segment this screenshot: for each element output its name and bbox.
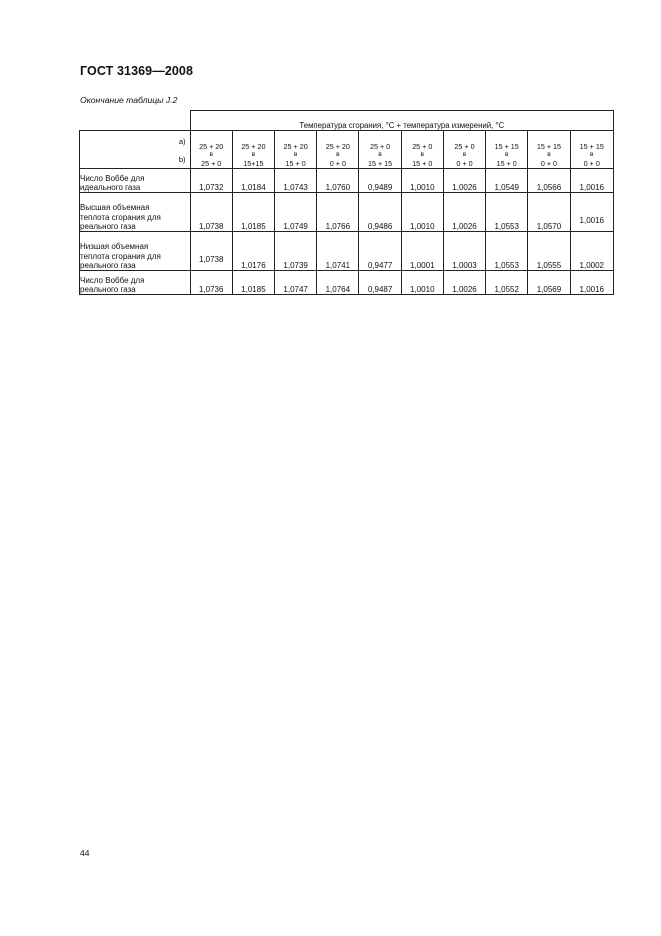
table-cell: 1,0185: [232, 271, 274, 295]
table-cell: 0,9477: [359, 232, 401, 271]
table-cell: 1,0549: [486, 169, 528, 193]
table-cell: 1,0010: [401, 271, 443, 295]
label-a: a): [178, 137, 186, 146]
table-cell: 1,0010: [401, 169, 443, 193]
document-header: ГОСТ 31369—2008: [80, 64, 194, 78]
temp-col-5: 25 + 0 в 15 + 15: [359, 131, 401, 169]
temp-col-7: 25 + 0 в 0 + 0: [443, 131, 485, 169]
table-row: [80, 271, 614, 295]
temp-col-1: 25 + 20 в 25 + 0: [190, 131, 232, 169]
table-caption: Окончание таблицы J.2: [80, 95, 178, 105]
table-cell: 1,0760: [317, 169, 359, 193]
table-cell: 1,0743: [275, 169, 317, 193]
table-cell: 1,0747: [275, 271, 317, 295]
table-cell: 1,0736: [190, 271, 232, 295]
table-cell: 1,0739: [275, 232, 317, 271]
table-cell: 0,9489: [359, 169, 401, 193]
table-cell: 1,0026: [443, 271, 485, 295]
table-cell: 1,0732: [190, 169, 232, 193]
row-label: Число Воббе для идеального газа: [80, 169, 191, 193]
table-cell: 1,0766: [317, 193, 359, 232]
span-header: Температура сгорания, °C + температура измерений, °C: [190, 111, 613, 131]
table-cell: 1,0741: [317, 232, 359, 271]
table-cell: 1,0553: [486, 193, 528, 232]
table-cell: 1,0738: [190, 193, 232, 232]
temp-col-3: 25 + 20 в 15 + 0: [275, 131, 317, 169]
temperature-header-row: [80, 131, 614, 169]
table-cell: 1,0570: [528, 193, 570, 232]
table-cell: 0,9487: [359, 271, 401, 295]
data-table: [79, 110, 614, 295]
temp-col-6: 25 + 0 в 15 + 0: [401, 131, 443, 169]
ab-labels: [80, 131, 191, 169]
table-cell: 1,0555: [528, 232, 570, 271]
table-row: [80, 193, 614, 232]
table-cell: 1,0749: [275, 193, 317, 232]
temp-col-4: 25 + 20 в 0 + 0: [317, 131, 359, 169]
table-cell: 1,0552: [486, 271, 528, 295]
table-cell: 0,9486: [359, 193, 401, 232]
table-corner: [80, 111, 191, 131]
table-row: [80, 169, 614, 193]
temp-col-9: 15 + 15 в 0 + 0: [528, 131, 570, 169]
temp-col-2: 25 + 20 в 15+15: [232, 131, 274, 169]
table-cell: 1,0001: [401, 232, 443, 271]
table-cell: 1,0026: [443, 169, 485, 193]
table-cell: 1,0003: [443, 232, 485, 271]
table-row: [80, 232, 614, 271]
row-label: Число Воббе для реального газа: [80, 271, 191, 295]
temp-col-10: 15 + 15 в 0 + 0: [570, 131, 613, 169]
label-b: b): [178, 155, 186, 164]
table-cell: 1,0176: [232, 232, 274, 271]
table-cell: 1,0002: [570, 232, 613, 271]
table-cell: 1,0016: [570, 169, 613, 193]
table-cell: 1,0566: [528, 169, 570, 193]
table-cell: 1,0553: [486, 232, 528, 271]
row-label: Низшая объемная теплота сгорания для реального газа: [80, 232, 191, 271]
page-number: 44: [80, 848, 90, 858]
table-cell: 1,0738: [190, 232, 232, 271]
row-label: Высшая объемная теплота сгорания для реального газа: [80, 193, 191, 232]
table-cell: 1,0184: [232, 169, 274, 193]
table-cell: 1,0764: [317, 271, 359, 295]
table-cell: 1,0569: [528, 271, 570, 295]
table-cell: 1,0185: [232, 193, 274, 232]
table-cell: 1,0016: [570, 271, 613, 295]
table-cell: 1,0016: [570, 193, 613, 232]
temp-col-8: 15 + 15 в 15 + 0: [486, 131, 528, 169]
table-cell: 1,0010: [401, 193, 443, 232]
table-cell: 1,0026: [443, 193, 485, 232]
